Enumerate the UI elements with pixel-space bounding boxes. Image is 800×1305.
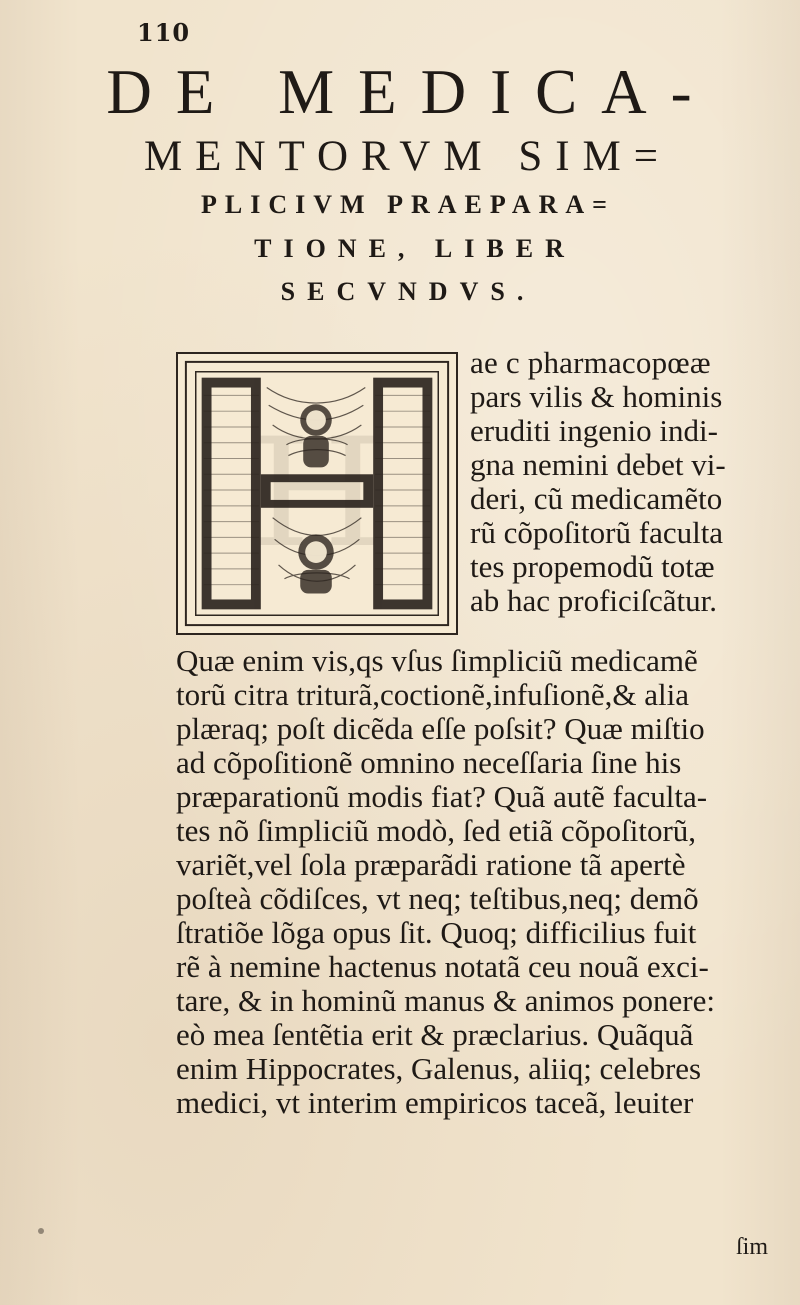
body-line-2: pars vilis & hominis <box>470 379 723 414</box>
body-line-8: ab hac proficiſcãtur. <box>470 583 718 618</box>
title-line-2: MENTORVM SIM= <box>143 133 672 180</box>
body-line-17: ſtratiõe lõga opus ſit. Quoq; difficilius fuit <box>176 915 697 950</box>
title-line-4: TIONE, LIBER <box>254 234 576 263</box>
title-line-3: PLICIVM PRAEPARA= <box>201 190 615 219</box>
body-line-4: gna nemini debet vi- <box>470 447 726 482</box>
body-line-10: torũ citra triturã,coctionẽ,infuſionẽ,& alia <box>176 677 690 712</box>
body-line-16: poſteà cõdiſces, vt neq; teſtibus,neq; demõ <box>176 881 699 916</box>
body-line-18: rẽ à nemine hactenus notatã ceu nouã exci- <box>176 949 709 984</box>
body-line-6: rũ cõpoſitorũ facultа <box>470 515 724 550</box>
catchword: ſim <box>736 1234 769 1260</box>
body-line-11: plæraq; poſt dicẽda eſſe poſsit? Quæ miſtio <box>176 711 705 746</box>
body-line-9: Quæ enim vis,qs vſus ſimpliciũ medicamẽ <box>176 643 698 678</box>
page-number: 110 <box>137 18 191 47</box>
body-line-13: præparationũ modis fiat? Quã autẽ faculta- <box>176 779 708 814</box>
body-line-15: variẽt,vel ſola præparãdi ratione tã apertè <box>176 847 686 882</box>
margin-mark <box>38 1228 44 1234</box>
title-line-1: DE MEDICA- <box>106 57 716 127</box>
body-line-12: ad cõpoſitionẽ omnino neceſſaria ſine his <box>176 745 682 780</box>
body-line-21: enim Hippocrates, Galenus, aliiq; celebres <box>176 1051 702 1086</box>
body-line-14: tes nõ ſimpliciũ modò, ſed etiã cõpoſitorũ, <box>176 813 697 848</box>
body-line-1: ae c pharmacopœæ <box>470 345 711 380</box>
body-line-5: deri, cũ medicamẽto <box>470 481 723 516</box>
body-line-22: medici, vt interim empiricos taceã, leuiter <box>176 1085 694 1120</box>
title-line-5: SECVNDVS. <box>280 277 536 306</box>
body-line-19: tare, & in hominũ manus & animos ponere: <box>176 983 715 1018</box>
body-line-20: eò mea ſentẽtia erit & præclarius. Quãquã <box>176 1017 694 1052</box>
body-line-3: eruditi ingenio indi- <box>470 413 718 448</box>
body-line-7: tes propemodũ totæ <box>470 549 715 584</box>
